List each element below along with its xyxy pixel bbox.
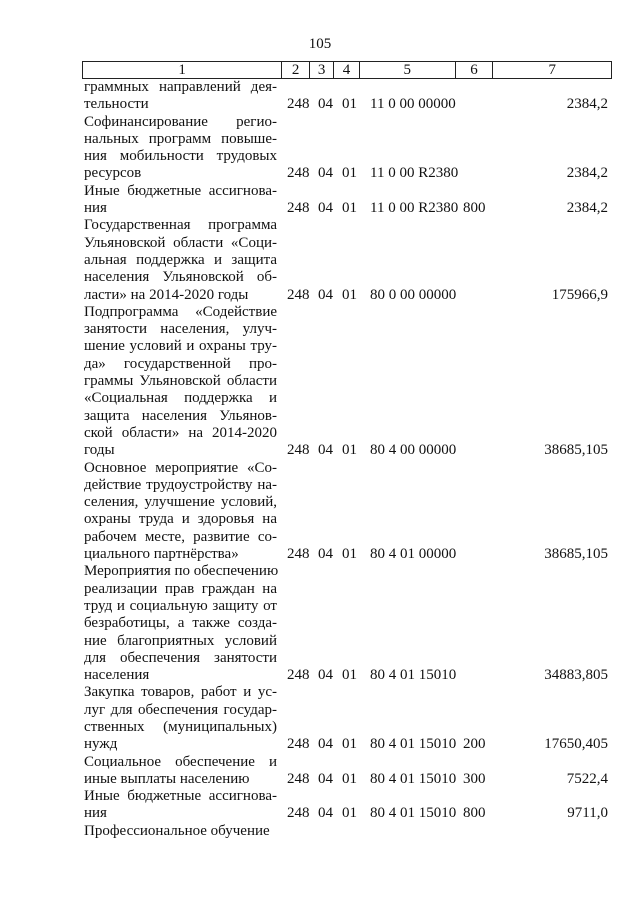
target-article-code: 11 0 00 00000: [370, 96, 456, 113]
amount: 9711,0: [567, 805, 608, 822]
subsection-code: 01: [342, 200, 357, 217]
description-line: Социальное обеспечение и: [84, 753, 277, 770]
section-code: 04: [318, 442, 333, 459]
description-line: Софинансирование регио-: [84, 113, 277, 130]
row-codes: [0, 667, 640, 684]
row-description: [84, 563, 277, 684]
column-header-5: 5: [360, 62, 456, 78]
description-line: охраны труда и здоровья на: [84, 511, 277, 528]
row-codes: [0, 287, 640, 304]
table-row: [0, 79, 640, 114]
grbs-code: 248: [287, 667, 310, 684]
expense-type-code: 800: [463, 200, 486, 217]
column-header-7: 7: [548, 62, 556, 78]
table-row: [0, 304, 640, 460]
description-line: Закупка товаров, работ и ус-: [84, 684, 277, 701]
description-line: нужд: [84, 736, 118, 753]
amount: 17650,405: [544, 736, 608, 753]
description-line: ния мобильности трудовых: [84, 148, 277, 165]
target-article-code: 80 4 01 15010: [370, 667, 457, 684]
expense-type-code: 800: [463, 805, 486, 822]
subsection-code: 01: [342, 442, 357, 459]
description-line: нальных программ повыше-: [84, 130, 277, 147]
description-line: тельности: [84, 96, 149, 113]
expense-type-code: 200: [463, 736, 486, 753]
subsection-code: 01: [342, 546, 357, 563]
description-line: Иные бюджетные ассигнова-: [84, 788, 277, 805]
subsection-code: 01: [342, 96, 357, 113]
grbs-code: 248: [287, 442, 310, 459]
description-line: граммы Ульяновской области: [84, 373, 277, 390]
row-codes: [0, 737, 640, 754]
table-row: [0, 114, 640, 183]
description-line: циального партнёрства»: [84, 546, 239, 563]
description-line: ласти» на 2014-2020 годы: [84, 286, 249, 303]
section-code: 04: [318, 770, 333, 787]
description-line: ственных (муниципальных): [84, 718, 277, 735]
row-codes: [0, 546, 640, 563]
description-line: селения, улучшение условий,: [84, 494, 277, 511]
description-line: ской области» на 2014-2020: [84, 424, 277, 441]
description-line: защита населения Ульянов-: [84, 407, 277, 424]
row-codes: [0, 200, 640, 217]
description-line: ния: [84, 200, 107, 217]
description-line: Ульяновской области «Соци-: [84, 234, 277, 251]
column-header-3: 3: [310, 62, 334, 78]
description-line: луг для обеспечения государ-: [84, 701, 277, 718]
target-article-code: 11 0 00 R2380: [370, 200, 459, 217]
description-line: Основное мероприятие «Со-: [84, 459, 277, 476]
section-code: 04: [318, 96, 333, 113]
description-line: годы: [84, 442, 115, 459]
amount: 2384,2: [566, 96, 608, 113]
target-article-code: 80 4 00 00000: [370, 442, 457, 459]
description-line: населения Ульяновской об-: [84, 269, 277, 286]
table-row: [0, 788, 640, 823]
grbs-code: 248: [287, 200, 310, 217]
description-line: шение условий и охраны тру-: [84, 338, 277, 355]
description-line: действие трудоустройству на-: [84, 476, 277, 493]
subsection-code: 01: [342, 805, 357, 822]
target-article-code: 80 0 00 00000: [370, 286, 457, 303]
expense-type-code: 300: [463, 770, 486, 787]
section-code: 04: [318, 200, 333, 217]
section-code: 04: [318, 736, 333, 753]
subsection-code: 01: [342, 770, 357, 787]
description-line: для обеспечения занятости: [84, 649, 277, 666]
grbs-code: 248: [287, 96, 310, 113]
section-code: 04: [318, 165, 333, 182]
description-line: да» государственной про-: [84, 355, 277, 372]
description-line: рабочем месте, развитие со-: [84, 528, 277, 545]
description-line: «Социальная поддержка и: [84, 390, 277, 407]
row-description: [84, 304, 277, 460]
description-line: граммных направлений дея-: [84, 79, 277, 95]
amount: 2384,2: [566, 200, 608, 217]
section-code: 04: [318, 805, 333, 822]
table-row: [0, 823, 640, 840]
amount: 38685,105: [544, 442, 608, 459]
description-line: Государственная программа: [84, 217, 277, 234]
grbs-code: 248: [287, 165, 310, 182]
description-line: ресурсов: [84, 165, 142, 182]
page-number: 105: [308, 36, 332, 52]
row-codes: [0, 806, 640, 823]
row-codes: [0, 771, 640, 788]
table-row: [0, 563, 640, 684]
subsection-code: 01: [342, 736, 357, 753]
description-line: Подпрограмма «Содействие: [84, 303, 277, 320]
section-code: 04: [318, 546, 333, 563]
description-line: реализации прав граждан на: [84, 580, 277, 597]
target-article-code: 80 4 01 15010: [370, 770, 457, 787]
description-line: населения: [84, 667, 150, 684]
column-header-6: 6: [456, 62, 494, 78]
amount: 2384,2: [566, 165, 608, 182]
amount: 38685,105: [544, 546, 608, 563]
row-codes: [0, 443, 640, 460]
table-row: [0, 217, 640, 303]
target-article-code: 80 4 01 00000: [370, 546, 457, 563]
description-line: труд и социальную защиту от: [84, 597, 277, 614]
description-line: альная поддержка и защита: [84, 251, 277, 268]
row-codes: [0, 97, 640, 114]
amount: 34883,805: [544, 667, 608, 684]
table-row: [0, 460, 640, 564]
subsection-code: 01: [342, 667, 357, 684]
target-article-code: 80 4 01 15010: [370, 805, 457, 822]
target-article-code: 11 0 00 R2380: [370, 165, 459, 182]
grbs-code: 248: [287, 736, 310, 753]
column-header-row: [82, 61, 612, 79]
description-line: Иные бюджетные ассигнова-: [84, 182, 277, 199]
grbs-code: 248: [287, 546, 310, 563]
amount: 175966,9: [551, 286, 608, 303]
grbs-code: 248: [287, 770, 310, 787]
description-line: ние благоприятных условий: [84, 632, 277, 649]
description-line: безработицы, а также созда-: [84, 615, 277, 632]
description-line: иные выплаты населению: [84, 770, 250, 787]
grbs-code: 248: [287, 286, 310, 303]
target-article-code: 80 4 01 15010: [370, 736, 457, 753]
description-line: ния: [84, 805, 107, 822]
budget-table-body: [0, 79, 640, 840]
column-header-1: 1: [83, 62, 282, 78]
description-line: занятости населения, улуч-: [84, 321, 277, 338]
grbs-code: 248: [287, 805, 310, 822]
column-header-4: 4: [334, 62, 360, 78]
table-row: [0, 754, 640, 789]
section-code: 04: [318, 286, 333, 303]
section-code: 04: [318, 667, 333, 684]
subsection-code: 01: [342, 286, 357, 303]
row-codes: [0, 166, 640, 183]
description-line: Профессиональное обучение: [84, 822, 270, 839]
row-codes: [0, 823, 640, 840]
subsection-code: 01: [342, 165, 357, 182]
description-line: Мероприятия по обеспечению: [84, 563, 279, 580]
amount: 7522,4: [566, 770, 608, 787]
table-row: [0, 183, 640, 218]
table-row: [0, 684, 640, 753]
column-header-2: 2: [282, 62, 310, 78]
